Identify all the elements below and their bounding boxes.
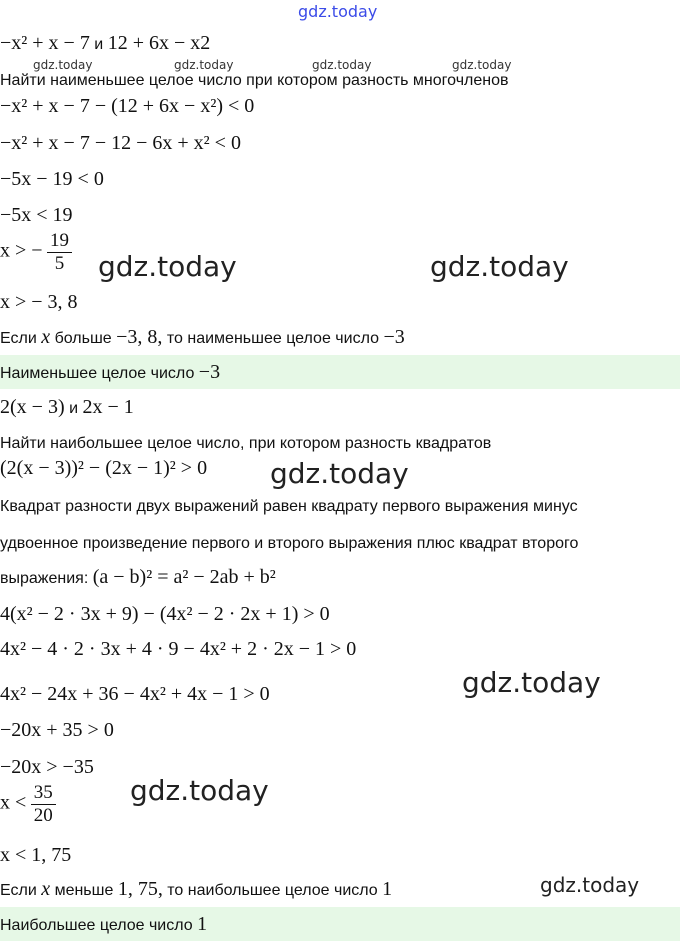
watermark-small: gdz.today [452,58,512,72]
watermark-bottom: gdz.today [540,873,640,897]
fraction [47,230,72,275]
part2-answer-box [0,907,680,941]
part2-step-2: 4x² − 4 · 2 · 3x + 4 · 9 − 4x² + 2 · 2x − 1 > 0 [0,638,357,660]
part2-rule-line-1: Квадрат разности двух выражений равен квадрату первого выражения минус [0,498,578,515]
expression-b: 2x − 1 [82,396,134,418]
fraction-left: x < [0,791,27,814]
part2-step-1: 4(x² − 2 · 3x + 9) − (4x² − 2 · 2x + 1) > 0 [0,603,330,625]
part1-step-4: −5x < 19 [0,204,73,226]
part1-task: Найти наименьшее целое число при котором разность многочленов [0,72,509,89]
expression-a: 2(x − 3) [0,396,65,418]
watermark-small: gdz.today [33,58,93,72]
watermark-small: gdz.today [312,58,372,72]
conclusion-text: меньше [54,882,114,899]
conclusion-answer: 1 [382,878,393,900]
part2-rule-line-3 [0,566,276,589]
watermark-big: gdz.today [462,666,601,699]
conjunction: и [94,36,104,53]
polynomial-b: 12 + 6x − x2 [107,32,211,54]
part1-step-3: −5x − 19 < 0 [0,168,104,190]
part1-fraction-step [0,230,72,275]
rule-text: выражения: [0,570,89,587]
watermark-small: gdz.today [174,58,234,72]
conclusion-text: то наибольшее целое число [167,882,378,899]
part1-step-2: −x² + x − 7 − 12 − 6x + x² < 0 [0,132,241,154]
conclusion-variable: x [41,326,51,348]
conclusion-text: то наименьшее целое число [166,330,379,347]
part1-conclusion [0,326,405,349]
conclusion-text: Если [0,882,37,899]
fraction-numerator: 19 [47,230,72,253]
watermark-big: gdz.today [98,250,237,283]
answer-value: −3 [198,361,221,383]
fraction [31,782,56,827]
part2-decimal-step: x < 1, 75 [0,844,72,866]
answer-label: Наибольшее целое число [0,917,193,934]
part2-step-3: 4x² − 24x + 36 − 4x² + 4x − 1 > 0 [0,683,270,705]
part1-header [0,32,210,55]
watermark-big: gdz.today [130,774,269,807]
polynomial-a: −x² + x − 7 [0,32,90,54]
fraction-denominator: 5 [54,253,65,274]
part2-step-4: −20x + 35 > 0 [0,719,114,741]
fraction-numerator: 35 [31,782,56,805]
part2-fraction-step [0,782,56,827]
fraction-denominator: 20 [33,805,53,826]
watermark-big: gdz.today [270,457,409,490]
conclusion-value: 1, 75, [117,878,163,900]
fraction-left: x > − [0,239,43,262]
part1-answer-box [0,355,680,389]
rule-formula: (a − b)² = a² − 2ab + b² [92,566,276,588]
conclusion-answer: −3 [383,326,405,348]
answer-value: 1 [197,913,208,935]
part2-task: Найти наибольшее целое число, при котором разность квадратов [0,435,492,452]
answer-label: Наименьшее целое число [0,365,195,382]
part2-inequality: (2(x − 3))² − (2x − 1)² > 0 [0,457,208,479]
part2-rule-line-2: удвоенное произведение первого и второго выражения плюс квадрат второго [0,535,579,552]
conclusion-value: −3, 8, [116,326,163,348]
part1-decimal-step: x > − 3, 8 [0,291,78,313]
conclusion-variable: x [41,878,51,900]
part2-header [0,396,134,419]
conjunction: и [69,400,78,417]
part2-step-5: −20x > −35 [0,756,94,778]
conclusion-text: Если [0,330,37,347]
part2-conclusion [0,878,392,901]
watermark-big: gdz.today [430,250,569,283]
part1-step-1: −x² + x − 7 − (12 + 6x − x²) < 0 [0,95,255,117]
watermark-top: gdz.today [298,2,378,21]
conclusion-text: больше [54,330,112,347]
